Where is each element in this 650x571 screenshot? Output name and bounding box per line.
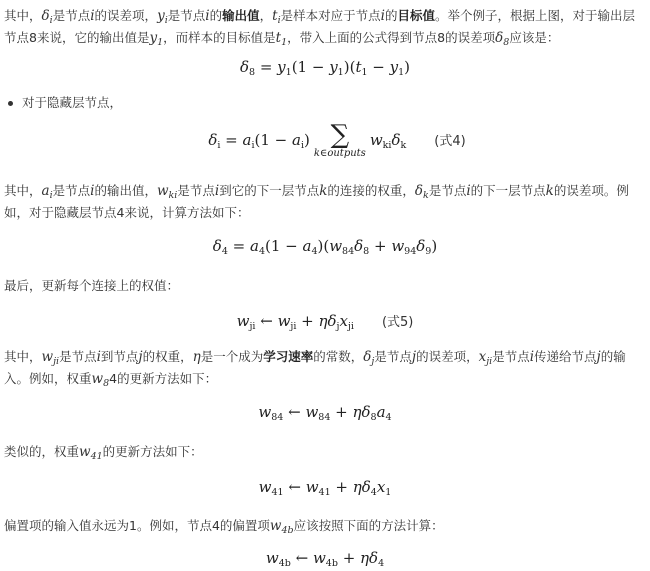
text: 的常数， (313, 349, 364, 364)
math-y-i: $y_i$ (157, 8, 168, 26)
math-j: j (138, 349, 143, 365)
text: 的误差项， (94, 8, 158, 23)
text: ，带入上面的公式得到节点8的误差项 (287, 30, 496, 45)
math-i: i (466, 183, 471, 199)
text: 偏置项的输入值永远为1。例如，节点4的偏置项 (4, 518, 270, 533)
math-k: k (319, 183, 328, 199)
math-delta-k: $\delta_k$ (414, 183, 429, 201)
math-y-1: $y_1$ (149, 30, 164, 48)
math-j: j (411, 349, 417, 365)
text: 是节点 (492, 349, 530, 364)
equation-3 (0, 237, 650, 255)
text: 是样本对应于节点 (280, 8, 381, 23)
paragraph-2 (4, 180, 644, 224)
equation-7 (0, 549, 650, 567)
math-x-ji: $x_{ji}$ (478, 349, 493, 367)
math-w-4b: $w_{4b}$ (269, 518, 294, 536)
text: 最后，更新每个连接上的权值： (4, 278, 180, 293)
equation-2-tag: (式4) (434, 133, 466, 149)
math-w-41: $w_{41}$ (79, 444, 103, 462)
text: 是节点 (52, 183, 91, 198)
math-delta-j: $\delta_j$ (363, 349, 375, 367)
text: 到它的下一层节点 (219, 183, 320, 198)
math-k: k (545, 183, 554, 199)
paragraph-5 (4, 441, 644, 463)
equation-2-expr: $\delta_i = a_i(1 - a_i)$ (208, 130, 310, 151)
sum-symbol: ∑ k∈outputs (313, 120, 366, 159)
paragraph-3 (4, 275, 644, 297)
text: 其中， (4, 183, 42, 198)
math-i: i (90, 8, 95, 24)
text: 的输出值， (94, 183, 157, 198)
text: 的下一层节点 (470, 183, 546, 198)
text: 4的更新方法如下： (109, 371, 218, 386)
math-i: i (96, 349, 101, 365)
paragraph-1 (4, 5, 644, 49)
equation-5-expr: $w_{84}$ ← $w_{84} + \eta\delta_8a_4$ (258, 403, 392, 423)
text: 的误差项。例如，对于隐藏层节点4来说，计算方法如下： (4, 183, 629, 220)
text: 应该是： (509, 30, 560, 45)
text: 的误差项， (416, 349, 479, 364)
text: 其中， (4, 349, 42, 364)
equation-4-tag: (式5) (381, 315, 414, 330)
equation-6 (0, 478, 650, 496)
text: 的 (209, 8, 223, 23)
bullet-item (22, 92, 644, 114)
math-delta-8: $\delta_8$ (495, 30, 510, 48)
bold-output-value: 输出值 (222, 8, 260, 23)
text: 是节点 (167, 8, 206, 23)
text: 应该按照下面的方法计算： (293, 518, 444, 533)
math-w-ki: $w_{ki}$ (156, 183, 178, 201)
bullet-dot (8, 101, 13, 106)
math-eta: η (192, 349, 201, 365)
paragraph-6 (4, 515, 644, 537)
text: 。举个例子，根据上图，对于输出层节点8来说，它的输出值是 (4, 8, 636, 45)
bullet-text: 对于隐藏层节点， (22, 95, 123, 110)
equation-7-expr: $w_{4b}$ ← $w_{4b} + \eta\delta_4$ (265, 549, 385, 569)
bold-learning-rate: 学习速率 (263, 349, 314, 364)
equation-5 (0, 403, 650, 421)
math-t-1: $t_1$ (275, 30, 288, 48)
equation-4 (0, 311, 650, 330)
text: 是一个成为 (200, 349, 264, 364)
equation-3-expr: $\delta_4 = a_4(1 - a_4)(w_{84}\delta_8 + w_{94}\delta_9)$ (212, 237, 438, 257)
text: 传递给节点 (534, 349, 597, 364)
text: 的连接的权重， (327, 183, 415, 198)
text: 是节点 (374, 349, 412, 364)
text: 是节点 (177, 183, 215, 198)
text: 的权重， (142, 349, 193, 364)
math-w-8: $w_8$ (91, 371, 110, 389)
math-i: i (214, 183, 220, 199)
text: 是节点 (59, 349, 97, 364)
math-j: j (596, 349, 601, 365)
math-i: i (90, 183, 95, 199)
paragraph-4 (4, 346, 644, 390)
text: ， (259, 8, 273, 23)
text: 是节点 (428, 183, 467, 198)
text: 类似的，权重 (4, 444, 80, 459)
math-i: i (529, 349, 535, 365)
text: ，而样本的目标值是 (163, 30, 276, 45)
text: 的输入。例如，权重 (4, 349, 626, 386)
text: 的更新方法如下： (102, 444, 203, 459)
equation-4-expr: $w_{ji}$ ← $w_{ji} + \eta\delta_jx_{ji}$ (236, 312, 354, 332)
math-w-ji: $w_{ji}$ (41, 349, 60, 367)
text: 是节点 (52, 8, 91, 23)
equation-1-expr: $\delta_8 = y_1(1 - y_1)(t_1 - y_1)$ (239, 58, 411, 78)
math-i: i (205, 8, 210, 24)
math-a-i: $a_i$ (41, 183, 53, 201)
bold-target-value: 目标值 (397, 8, 435, 23)
text: 的 (384, 8, 398, 23)
math-delta-i: $\delta_i$ (41, 8, 53, 26)
equation-1 (0, 58, 650, 76)
text: 到节点 (100, 349, 139, 364)
math-t-i: $t_i$ (272, 8, 281, 26)
equation-2: $\delta_i = a_i(1 - a_i)$ ∑ k∈outputs $w_{ki}\delta_k$ (式4) (208, 120, 466, 159)
math-i: i (380, 8, 385, 24)
text: 其中， (4, 8, 42, 23)
equation-6-expr: $w_{41}$ ← $w_{41} + \eta\delta_4x_1$ (258, 478, 392, 498)
